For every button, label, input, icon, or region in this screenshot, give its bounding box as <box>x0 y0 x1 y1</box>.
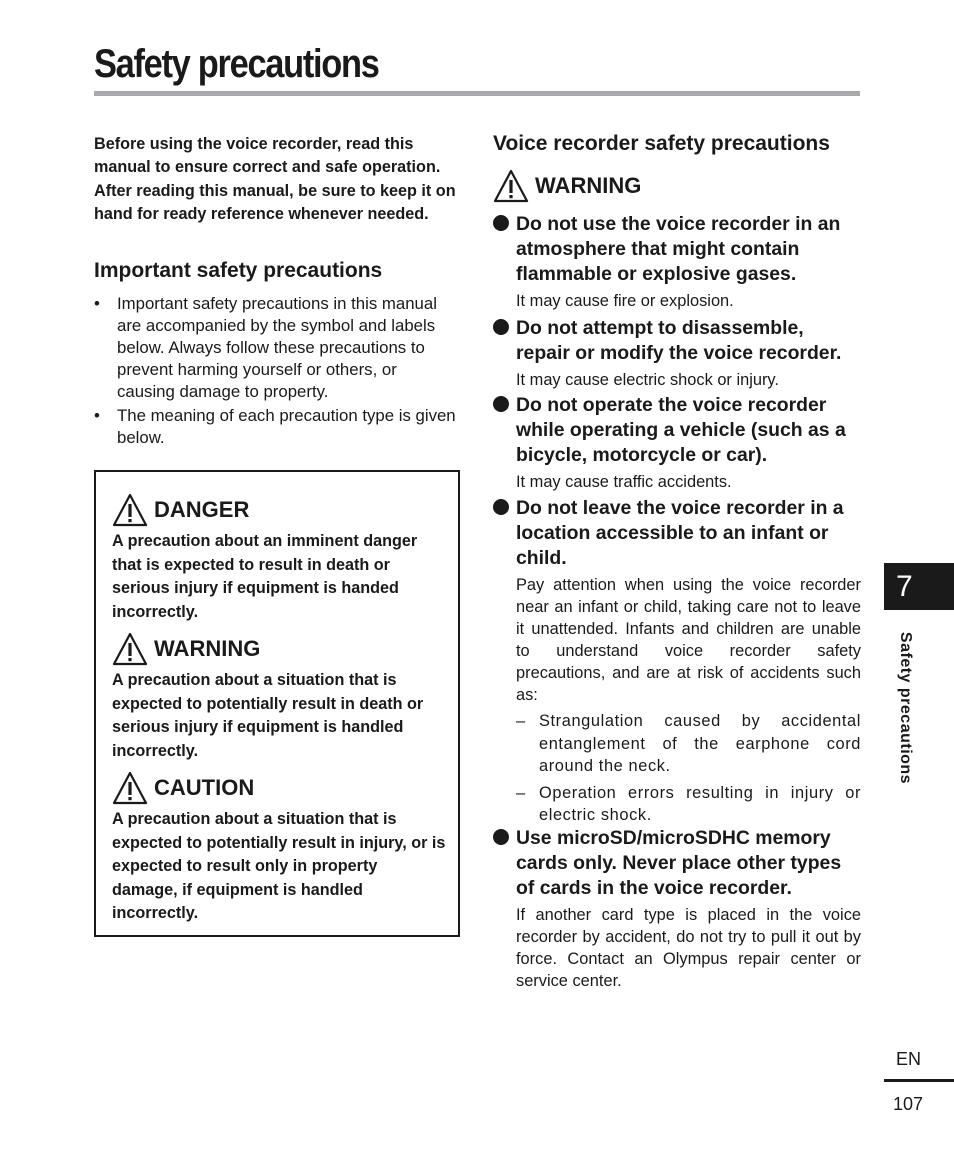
caution-description: A precaution about a situation that is expected to potentially result in injury, or is expected to result only in property damage, if equipment is handled incorrectly. <box>112 810 446 922</box>
precaution-item <box>493 316 861 391</box>
warning-triangle-icon <box>112 493 148 527</box>
page-number: 107 <box>893 1094 924 1114</box>
warning-label: WARNING <box>154 636 261 661</box>
side-section-label: Safety precautions <box>897 631 914 785</box>
language-label: EN <box>896 1049 922 1069</box>
dash-icon: – <box>516 783 526 802</box>
bullet-icon: • <box>94 294 100 313</box>
sub-list-item <box>516 710 861 778</box>
bullet-icon <box>493 319 509 335</box>
precaution-legend-box <box>94 470 460 937</box>
precaution-heading: Do not attempt to disassemble, repair or modify the voice recorder. <box>516 317 842 364</box>
caution-label-row <box>112 768 254 808</box>
bullet-icon <box>493 499 509 515</box>
precaution-item <box>493 496 861 827</box>
danger-label: DANGER <box>154 497 250 522</box>
recorder-precautions-heading: Voice recorder safety precautions <box>493 132 830 155</box>
warning-triangle-icon <box>112 771 148 805</box>
danger-description: A precaution about an imminent danger that is expected to result in death or serious injury if equipment is handed incorrectly. <box>112 532 418 621</box>
important-precautions-heading: Important safety precautions <box>94 259 383 282</box>
warning-label-row <box>493 166 641 206</box>
page-title: Safety precautions <box>94 42 379 86</box>
sub-list-text: Strangulation caused by accidental entanglement of the earphone cord around the neck. <box>539 712 861 775</box>
warning-description: A precaution about a situation that is expected to potentially result in death or serious injury if equipment is handled incorrectly. <box>112 671 424 760</box>
sub-list-text: Operation errors resulting in injury or electric shock. <box>539 783 861 824</box>
precaution-text: It may cause electric shock or injury. <box>516 371 779 389</box>
bullet-text: The meaning of each precaution type is given below. <box>117 406 456 447</box>
dash-icon: – <box>516 712 526 730</box>
precaution-text: It may cause traffic accidents. <box>516 473 732 491</box>
precaution-text: Pay attention when using the voice recorder near an infant or child, taking care not to leave it unattended. Infants and children are unable to understand voice recorder safety precautions, and are at risk of accidents such as: <box>516 576 861 704</box>
list-item <box>94 405 456 449</box>
bullet-icon <box>493 215 509 231</box>
precaution-heading: Do not operate the voice recorder while operating a vehicle (such as a bicycle, motorcycle or car). <box>516 394 846 466</box>
caution-label: CAUTION <box>154 775 255 800</box>
danger-label-row <box>112 490 249 530</box>
precaution-item <box>493 393 861 493</box>
precaution-text: If another card type is placed in the voice recorder by accident, do not try to pull it out by force. Contact an Olympus repair center or service center. <box>516 906 861 990</box>
important-bullet-list <box>94 293 456 451</box>
chapter-tab[interactable]: 7 <box>884 563 954 610</box>
precaution-item <box>493 826 861 992</box>
warning-label-row <box>112 629 260 669</box>
bullet-icon: • <box>94 406 100 425</box>
precaution-text: It may cause fire or explosion. <box>516 292 734 310</box>
warning-label: WARNING <box>535 173 642 198</box>
sub-list-item <box>516 782 861 827</box>
warning-triangle-icon <box>112 632 148 666</box>
bullet-text: Important safety precautions in this manual are accompanied by the symbol and labels below. Always follow these precautions to prevent harming yourself or others, or causing damage to property. <box>117 294 437 401</box>
bullet-icon <box>493 829 509 845</box>
precaution-item <box>493 212 861 312</box>
precaution-heading: Do not use the voice recorder in an atmosphere that might contain flammable or explosive gases. <box>516 213 841 285</box>
list-item <box>94 293 456 403</box>
precaution-heading: Do not leave the voice recorder in a location accessible to an infant or child. <box>516 497 844 569</box>
bullet-icon <box>493 396 509 412</box>
intro-paragraph: Before using the voice recorder, read this manual to ensure correct and safe operation. After reading this manual, be sure to keep it on hand for ready reference whenever needed. <box>94 135 456 223</box>
footer-rule <box>884 1079 954 1082</box>
precaution-heading: Use microSD/microSDHC memory cards only. Never place other types of cards in the voice recorder. <box>516 827 842 899</box>
warning-triangle-icon <box>493 169 529 203</box>
title-rule <box>94 91 860 96</box>
